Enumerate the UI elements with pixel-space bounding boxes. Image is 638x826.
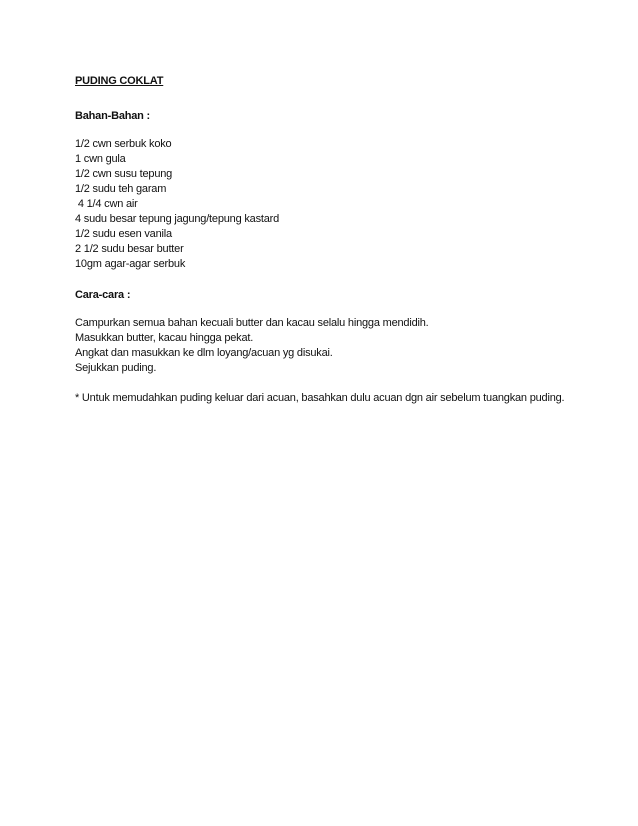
spacer [75, 376, 615, 391]
ingredient-item: 1/2 sudu teh garam [75, 183, 167, 195]
recipe-content [75, 74, 615, 406]
ingredient-item: 1/2 cwn susu tepung [75, 168, 173, 180]
method-step: Masukkan butter, kacau hingga pekat. [75, 332, 254, 344]
method-step: Angkat dan masukkan ke dlm loyang/acuan yg disukai. [75, 347, 333, 359]
spacer [75, 89, 615, 109]
ingredient-item: 10gm agar-agar serbuk [75, 258, 186, 270]
method-steps-list [75, 316, 615, 376]
method-step: Sejukkan puding. [75, 362, 157, 374]
ingredient-item: 4 sudu besar tepung jagung/tepung kastard [75, 213, 280, 225]
spacer [75, 272, 615, 288]
spacer [75, 124, 615, 137]
ingredient-item: 4 1/4 cwn air [75, 198, 138, 210]
ingredient-item: 1 cwn gula [75, 153, 126, 165]
ingredients-list [75, 137, 615, 272]
ingredient-item: 1/2 cwn serbuk koko [75, 138, 172, 150]
ingredient-item: 1/2 sudu esen vanila [75, 228, 172, 240]
ingredients-heading: Bahan-Bahan : [75, 110, 151, 122]
recipe-title: PUDING COKLAT [75, 75, 164, 87]
method-heading: Cara-cara : [75, 289, 131, 301]
method-step: Campurkan semua bahan kecuali butter dan kacau selalu hingga mendidih. [75, 317, 429, 329]
spacer [75, 303, 615, 316]
recipe-note: * Untuk memudahkan puding keluar dari acuan, basahkan dulu acuan dgn air sebelum tuangkan puding. [75, 392, 565, 404]
ingredient-item: 2 1/2 sudu besar butter [75, 243, 184, 255]
